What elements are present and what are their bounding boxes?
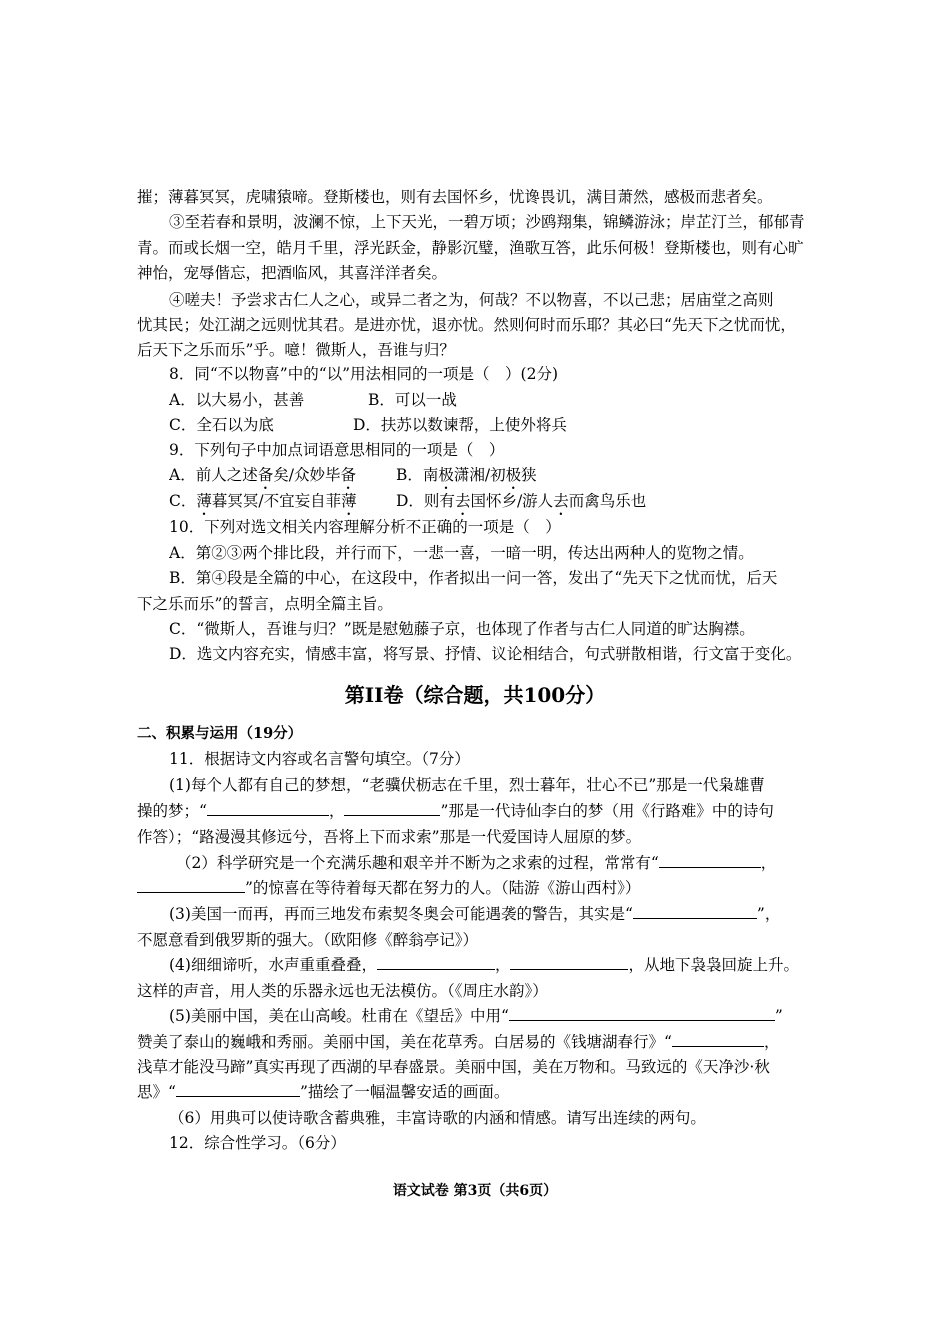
question-10-stem: 10．下列对选文相关内容理解分析不正确的一项是（ ） <box>169 518 561 536</box>
blank[interactable] <box>510 955 628 970</box>
q11-item-2-cont: ”的惊喜在等待着每天都在努力的人。（陆游《游山西村》） <box>137 876 817 898</box>
blank[interactable] <box>509 1006 775 1021</box>
q10-option-c: C．“微斯人，吾谁与归？”既是慰勉藤子京，也体现了作者与古仁人同道的旷达胸襟。 <box>169 620 755 638</box>
page-footer: 语文试卷 第3页（共6页） <box>392 1183 558 1199</box>
section-2-heading: 二、积累与运用（19分） <box>137 725 303 742</box>
q8-option-d: D．扶苏以数谏帮，上使外将兵 <box>353 416 567 434</box>
question-8-stem: 8．同“不以物喜”中的“以”用法相同的一项是（ ）(2分) <box>169 365 559 383</box>
blank[interactable] <box>659 853 761 868</box>
q11-item-1-cont: 作答）；“路漫漫其修远兮，吾将上下而求索”那是一代爱国诗人屈原的梦。 <box>137 828 642 846</box>
q11-item-4: (4)细细谛听，水声重重叠叠， ， ，从地下袅袅回旋上升。 <box>169 956 799 974</box>
q11-item-4-cont: 这样的声音，用人类的乐器永远也无法模仿。（《周庄水韵》） <box>137 982 548 1000</box>
passage-line: 摧；薄暮冥冥，虎啸猿啼。登斯楼也，则有去国怀乡，忧谗畏讥，满目萧然，感极而悲者矣。 <box>137 188 773 206</box>
passage-line: 青。而或长烟一空，皓月千里，浮光跃金，静影沉璧，渔歌互答，此乐何极！登斯楼也，则有心旷 <box>137 239 804 257</box>
passage-line: 神怡，宠辱偕忘，把酒临风，其喜洋洋者矣。 <box>137 264 448 282</box>
passage-line: 后天下之乐而乐”乎。噫！微斯人，吾谁与归？ <box>137 341 455 359</box>
question-9-stem: 9．下列句子中加点词语意思相同的一项是（ ） <box>169 441 505 459</box>
blank[interactable] <box>672 1032 764 1047</box>
blank[interactable] <box>344 801 440 816</box>
q11-item-5-cont: 思》“ ”描绘了一幅温馨安适的画面。 <box>137 1083 510 1101</box>
passage-line: 忧其民；处江湖之远则忧其君。是进亦忧，退亦忧。然则何时而乐耶？其必曰“先天下之忧而忧， <box>137 316 796 334</box>
q11-item-5-cont: 浅草才能没马蹄”真实再现了西湖的早春盛景。美丽中国，美在万物和。马致远的《天净沙·秋 <box>137 1058 770 1076</box>
question-11-stem: 11．根据诗文内容或名言警句填空。（7分） <box>169 750 470 768</box>
passage-line: ③至若春和景明，波澜不惊，上下天光，一碧万顷；沙鸥翔集，锦鳞游泳；岸芷汀兰，郁郁青 <box>169 213 805 231</box>
q8-option-b: B．可以一战 <box>368 391 457 409</box>
q8-option-c: C．全石以为底 <box>169 416 274 434</box>
question-12-stem: 12．综合性学习。（6分） <box>169 1134 346 1152</box>
q11-item-1: (1)每个人都有自己的梦想，“老骥伏枥志在千里，烈士暮年，壮心不已”那是一代枭雄曹 <box>169 776 765 794</box>
q9-option-b: B．南极潇湘/初极狭 <box>396 466 537 484</box>
q9-option-c: C．薄暮冥冥/不宜妄自菲薄 <box>169 492 357 510</box>
q11-item-5: (5)美丽中国，美在山高峻。杜甫在《望岳》中用“ ” <box>169 1007 783 1025</box>
q8-option-a: A．以大易小，甚善 <box>169 391 305 409</box>
q10-option-b: B．第④段是全篇的中心，在这段中，作者拟出一问一答，发出了“先天下之忧而忧，后天 <box>169 569 778 587</box>
blank[interactable] <box>137 878 245 893</box>
q11-item-3: (3)美国一而再，再而三地发布索契冬奥会可能遇袭的警告，其实是“ ”， <box>169 905 781 923</box>
blank[interactable] <box>207 801 329 816</box>
blank[interactable] <box>377 955 495 970</box>
q10-option-b-cont: 下之乐而乐”的誓言，点明全篇主旨。 <box>137 595 393 613</box>
q11-item-5-cont: 赞美了泰山的巍峨和秀丽。美丽中国，美在花草秀。白居易的《钱塘湖春行》“ ， <box>137 1033 780 1051</box>
q11-item-6: （6）用典可以使诗歌含蓄典雅，丰富诗歌的内涵和情感。请写出连续的两句。 <box>169 1109 706 1127</box>
q11-item-2: （2）科学研究是一个充满乐趣和艰辛并不断为之求索的过程，常常有“ ， <box>176 854 777 872</box>
q10-option-a: A．第②③两个排比段，并行而下，一悲一喜，一暗一明，传达出两种人的览物之情。 <box>169 544 754 562</box>
q11-item-1-cont: 操的梦；“ ， ”那是一代诗仙李白的梦（用《行路难》中的诗句 <box>137 802 774 820</box>
passage-line: ④嗟夫！予尝求古仁人之心，或异二者之为，何哉？不以物喜，不以己悲；居庙堂之高则 <box>169 291 774 309</box>
part-2-title: 第II卷（综合题，共100分） <box>344 683 606 707</box>
q9-option-d: D．则有去国怀乡/游人去而禽鸟乐也 <box>396 492 647 510</box>
q9-option-a: A．前人之述备矣/众妙毕备 <box>169 466 356 484</box>
q11-item-3-cont: 不愿意看到俄罗斯的强大。（欧阳修《醉翁亭记》） <box>137 931 479 949</box>
blank[interactable] <box>633 904 757 919</box>
q10-option-d: D．选文内容充实，情感丰富，将写景、抒情、议论相结合，句式骈散相谐，行文富于变化。 <box>169 645 802 663</box>
blank[interactable] <box>176 1082 300 1097</box>
